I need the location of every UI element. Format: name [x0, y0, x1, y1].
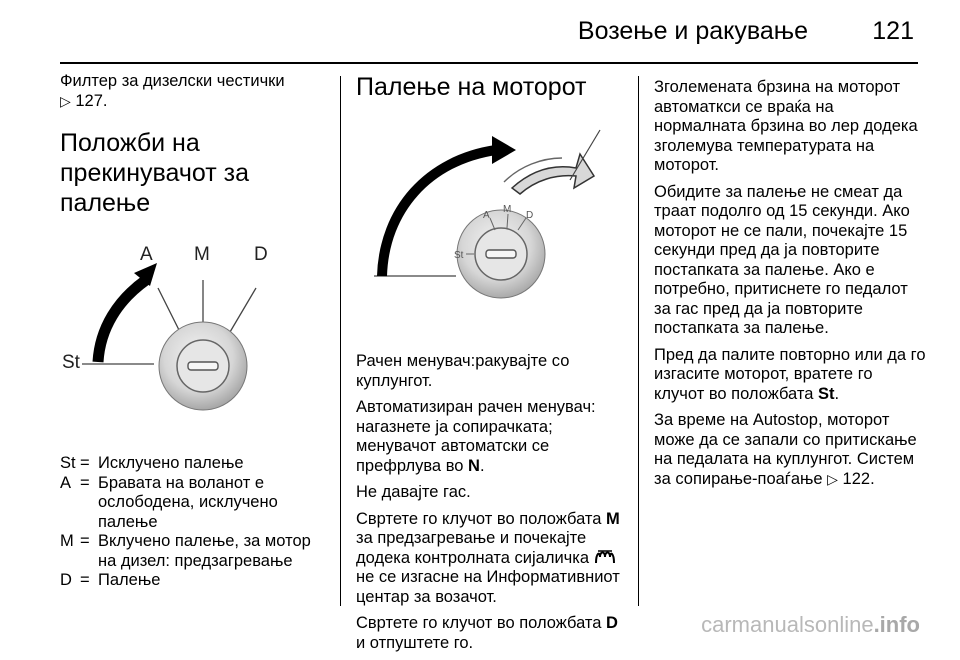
section-heading-starting-engine: Палење на моторот	[356, 73, 587, 101]
ignition-switch-positions-figure	[60, 228, 322, 440]
page-header	[60, 0, 918, 64]
intro-paragraph: Филтер за дизелски честички ▷ 127.	[60, 72, 285, 110]
paragraph-automated-transmission: Автоматизиран рачен менувач: нагазнете ја сопирачката; менувачот автоматски се префрлува во N.	[356, 398, 596, 475]
paragraph-start-duration: Обидите за палење не смеат да траат подолго од 15 секунди. Ако моторот не се пали, почекајте 15 секунди пред да ја повторите постапката за палење. Ако е потребно, притиснете го педалот за гас пред да ја повторите постапката за палење.	[654, 182, 910, 337]
starting-engine-figure	[356, 110, 624, 324]
watermark: carmanualsonline.info	[701, 612, 920, 637]
page-number: 121	[872, 17, 914, 45]
legend-row: St = Исклучено палење	[60, 454, 244, 472]
label-d: D	[526, 210, 534, 221]
section-heading-ignition-positions: Положби на прекинувачот за палење	[60, 129, 250, 217]
label-st: St	[62, 352, 80, 373]
label-a: A	[140, 244, 153, 265]
label-st: St	[454, 250, 464, 261]
label-d: D	[254, 244, 268, 265]
paragraph-return-key: Пред да палите повторно или да го изгасите моторот, вратете го клучот во положбата St.	[654, 345, 926, 403]
cross-reference-link[interactable]: 122.	[842, 469, 875, 488]
paragraph-autostop: За време на Autostop, моторот може да се запали со притискање на педалата на куплунгот. Систем за сопирање-поаѓање ▷ 122.	[654, 411, 917, 488]
paragraph-start-position: Свртете го клучот во положбата D и отпуштете го.	[356, 614, 618, 652]
column-divider	[340, 76, 341, 606]
column-left	[60, 72, 330, 591]
label-m: M	[194, 244, 210, 265]
column-middle	[356, 72, 626, 660]
legend-row: A = Бравата на воланот е ослободена, исклучено палење	[60, 473, 278, 531]
paragraph-idle-speed: Зголемената брзина на моторот автоматкси се враќа на нормалната брзина во лер додека зголемува температурата на моторот.	[654, 78, 918, 174]
paragraph-manual-transmission: Рачен менувач:ракувајте со куплунгот.	[356, 352, 570, 390]
page-header-title: Возење и ракување	[577, 17, 808, 45]
paragraph-no-throttle: Не давајте гас.	[356, 483, 471, 501]
column-right	[654, 78, 926, 497]
label-m: M	[503, 204, 512, 215]
paragraph-preheat: Свртете го клучот во положбата M за предзагревање и почекајте додека контролната сијаличка не се изгасне на Информативниот центар за возачот.	[356, 509, 620, 606]
column-divider	[638, 76, 639, 606]
legend-row: D = Палење	[60, 571, 161, 589]
label-a: A	[483, 210, 490, 221]
legend-row: M = Вклучено палење, за мотор на дизел: предзагревање	[60, 532, 311, 570]
position-legend	[60, 454, 330, 591]
page-reference-triangle-icon: ▷	[827, 471, 838, 488]
page-reference-triangle-icon: ▷	[60, 93, 71, 110]
preheat-glow-plug-icon	[594, 549, 616, 565]
cross-reference-link[interactable]: 127.	[75, 91, 108, 110]
